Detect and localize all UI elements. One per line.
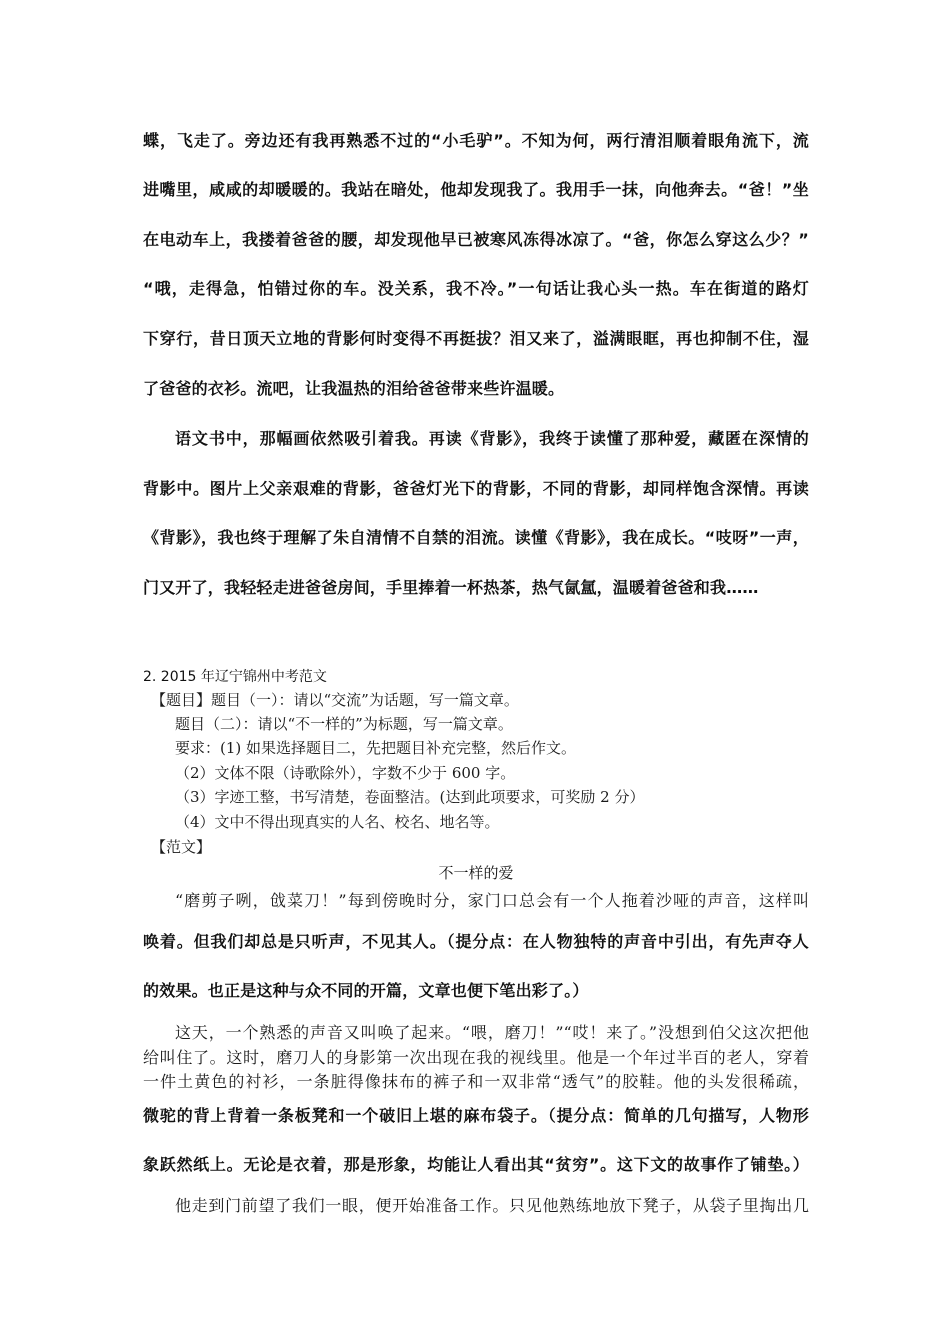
sample-label: 【范文】 — [151, 838, 212, 856]
paragraph-line: 进嘴里，咸咸的却暖暖的。我站在暗处，他却发现我了。我用手一抹，向他奔去。“爸！”坐 — [143, 180, 809, 199]
essay-line: 的效果。也正是这种与众不同的开篇，文章也便下笔出彩了。） — [143, 981, 589, 1000]
essay-line: 象跃然纸上。无论是衣着，那是形象，均能让人看出其“贫穷”。这下文的故事作了铺垫。） — [143, 1155, 809, 1174]
paragraph-line: 下穿行，昔日顶天立地的背影何时变得不再挺拔？泪又来了，溢满眼眶，再也抑制不住，湿 — [143, 329, 809, 348]
paragraph-line: 在电动车上，我搂着爸爸的腰，却发现他早已被寒风冻得冰凉了。“爸，你怎么穿这么少？” — [143, 230, 809, 249]
essay-line: 一件土黄色的衬衫，一条脏得像抹布的裤子和一双非常“透气”的胶鞋。他的头发很稀疏， — [143, 1072, 809, 1091]
paragraph-line: 背影中。图片上父亲艰难的背影，爸爸灯光下的背影，不同的背影，却同样饱含深情。再读 — [143, 479, 809, 498]
essay-line: 微驼的背上背着一条板凳和一个破旧上堪的麻布袋子。（提分点：简单的几句描写，人物形 — [143, 1106, 809, 1125]
requirement-line: （3）字迹工整，书写清楚，卷面整洁。(达到此项要求，可奖励 2 分） — [175, 788, 645, 806]
essay-line: 这天，一个熟悉的声音又叫唤了起来。“喂，磨刀！”“哎！来了。”没想到伯父这次把他 — [175, 1023, 809, 1042]
essay-line: 唤着。但我们却总是只听声，不见其人。（提分点：在人物独特的声音中引出，有先声夺人 — [143, 932, 809, 951]
requirement-line: 要求：(1) 如果选择题目二，先把题目补充完整，然后作文。 — [175, 739, 577, 757]
requirement-line: （4）文中不得出现真实的人名、校名、地名等。 — [175, 813, 500, 831]
section-heading: 2. 2015 年辽宁锦州中考范文 — [143, 669, 327, 685]
topic-line: 题目（二）：请以“不一样的”为标题，写一篇文章。 — [175, 715, 513, 733]
essay-line: 他走到门前望了我们一眼，便开始准备工作。只见他熟练地放下凳子，从袋子里掏出几 — [175, 1196, 809, 1215]
paragraph-line: 语文书中，那幅画依然吸引着我。再读《背影》，我终于读懂了那种爱，藏匿在深情的 — [175, 429, 809, 448]
paragraph-line: 了爸爸的衣衫。流吧，让我温热的泪给爸爸带来些许温暖。 — [143, 379, 565, 398]
requirement-line: （2）文体不限（诗歌除外），字数不少于 600 字。 — [175, 764, 516, 782]
paragraph-line: 门又开了，我轻轻走进爸爸房间，手里捧着一杯热茶，热气氤氲，温暖着爸爸和我…… — [143, 578, 759, 597]
essay-line: 给叫住了。这时，磨刀人的身影第一次出现在我的视线里。他是一个年过半百的老人，穿着 — [143, 1048, 809, 1067]
paragraph-line: “哦，走得急，怕错过你的车。没关系，我不冷。”一句话让我心头一热。车在街道的路灯 — [143, 279, 809, 298]
topic-line: 【题目】题目（一）：请以“交流”为话题，写一篇文章。 — [151, 691, 519, 709]
essay-line: “磨剪子咧，戗菜刀！”每到傍晚时分，家门口总会有一个人拖着沙哑的声音，这样叫 — [175, 891, 809, 910]
paragraph-line: 《背影》，我也终于理解了朱自清情不自禁的泪流。读懂《背影》，我在成长。“吱呀”一声， — [143, 528, 809, 547]
essay-title: 不一样的爱 — [438, 864, 514, 882]
paragraph-line: 蝶，飞走了。旁边还有我再熟悉不过的“小毛驴”。不知为何，两行清泪顺着眼角流下，流 — [143, 131, 809, 150]
